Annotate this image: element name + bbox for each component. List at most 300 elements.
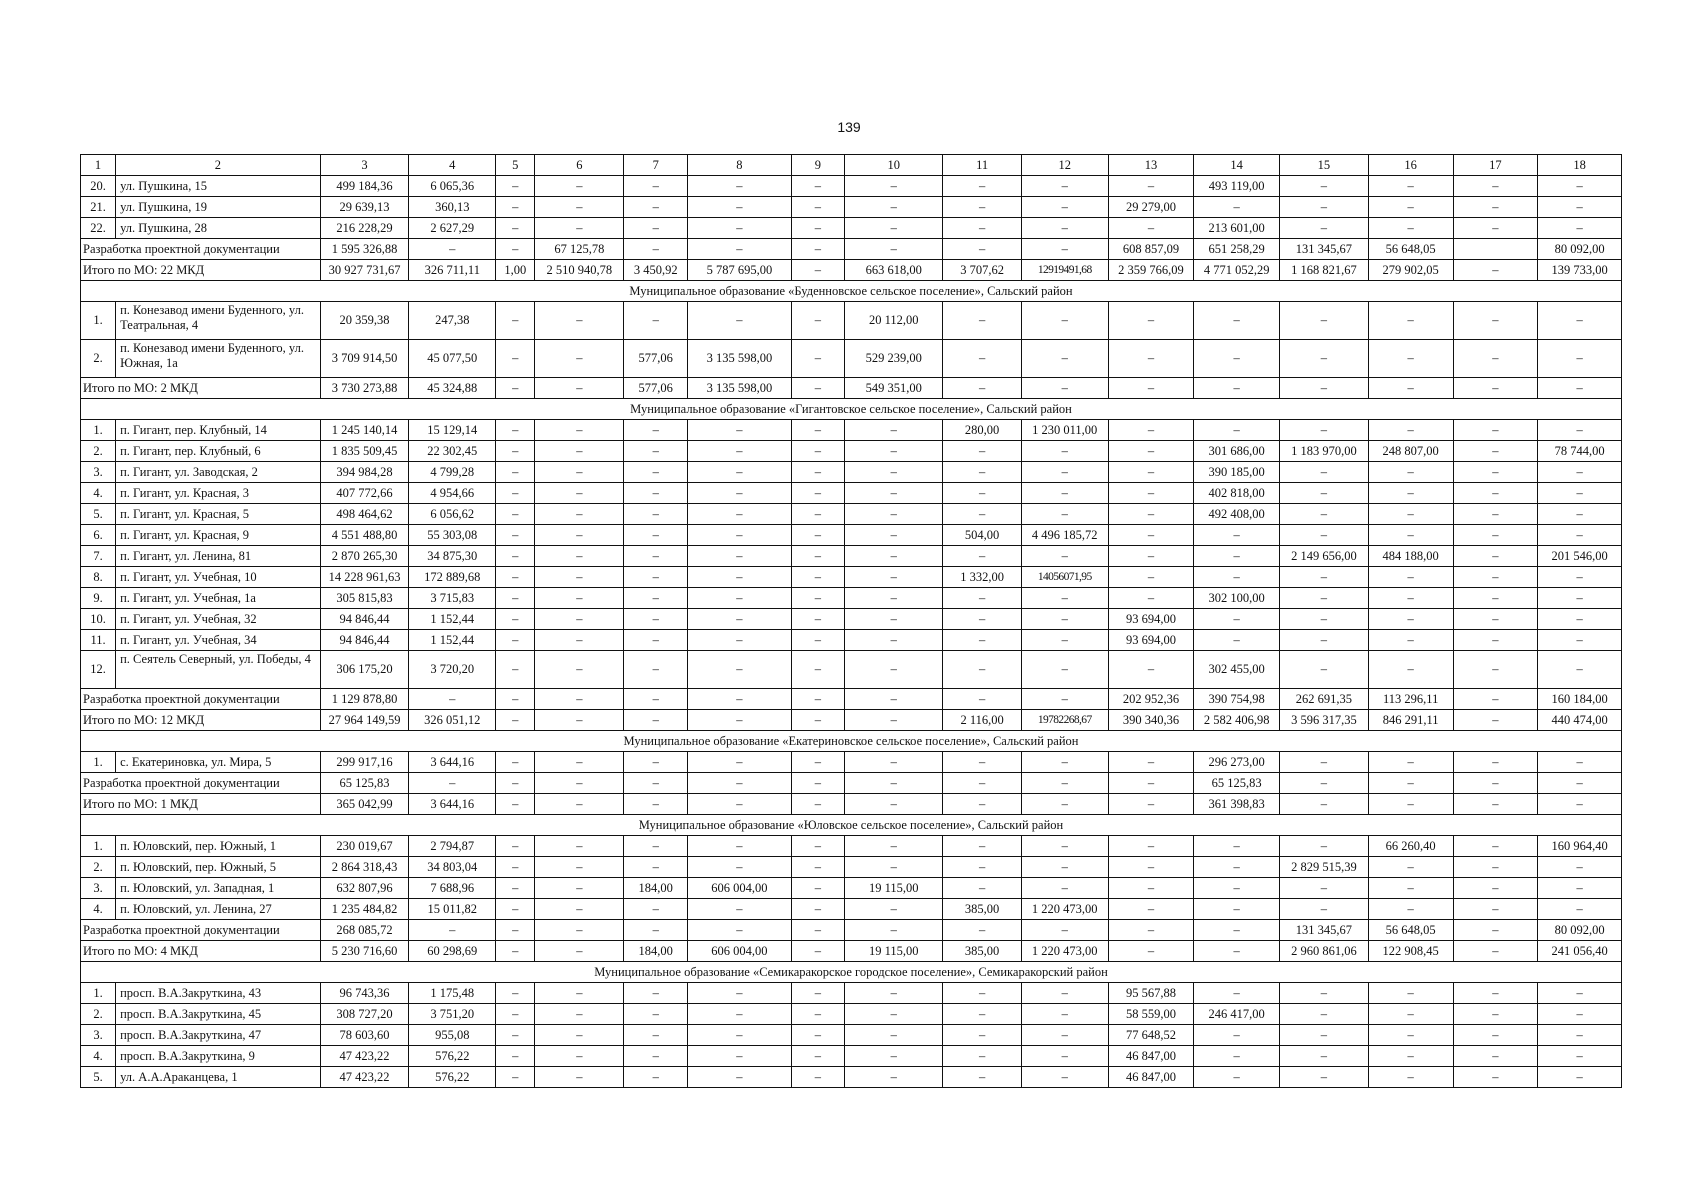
section-header-row	[81, 962, 1622, 983]
table-row	[81, 1067, 1622, 1088]
value-cell: –	[1453, 420, 1538, 441]
table-row	[81, 567, 1622, 588]
value-cell: –	[624, 1067, 688, 1088]
value-cell: –	[1368, 983, 1453, 1004]
table-row	[81, 857, 1622, 878]
value-cell: 246 417,00	[1194, 1004, 1280, 1025]
value-cell: –	[1280, 588, 1369, 609]
value-cell: –	[496, 588, 535, 609]
value-cell: –	[1021, 176, 1108, 197]
value-cell: –	[688, 1025, 791, 1046]
column-number-row	[81, 155, 1622, 176]
value-cell: –	[535, 567, 624, 588]
value-cell: –	[943, 630, 1021, 651]
value-cell: –	[1453, 1067, 1538, 1088]
summary-value: –	[943, 239, 1021, 260]
value-cell: –	[845, 504, 943, 525]
value-cell: –	[1194, 302, 1280, 340]
value-cell: 247,38	[409, 302, 496, 340]
value-cell: –	[496, 302, 535, 340]
summary-value: –	[1453, 794, 1538, 815]
summary-value: 45 324,88	[409, 378, 496, 399]
section-header-row	[81, 281, 1622, 302]
value-cell: 34 803,04	[409, 857, 496, 878]
summary-value: –	[1194, 378, 1280, 399]
value-cell: –	[1368, 588, 1453, 609]
value-cell: –	[1453, 176, 1538, 197]
summary-row	[81, 920, 1622, 941]
summary-value: 577,06	[624, 378, 688, 399]
summary-label: Разработка проектной документации	[81, 689, 321, 710]
value-cell: –	[688, 983, 791, 1004]
value-cell: –	[1538, 588, 1622, 609]
value-cell: –	[1194, 525, 1280, 546]
value-cell: –	[1538, 567, 1622, 588]
value-cell: –	[1538, 420, 1622, 441]
column-header: 11	[943, 155, 1021, 176]
value-cell: 4 799,28	[409, 462, 496, 483]
value-cell: –	[1453, 752, 1538, 773]
value-cell: –	[943, 752, 1021, 773]
column-header: 2	[116, 155, 321, 176]
value-cell: 93 694,00	[1108, 630, 1194, 651]
column-header: 8	[688, 155, 791, 176]
summary-value: –	[496, 239, 535, 260]
value-cell: –	[1280, 651, 1369, 689]
address-cell: с. Екатериновка, ул. Мира, 5	[116, 752, 321, 773]
value-cell: –	[1453, 462, 1538, 483]
value-cell: –	[1280, 1046, 1369, 1067]
value-cell: –	[1453, 630, 1538, 651]
value-cell: –	[845, 609, 943, 630]
value-cell: –	[1108, 504, 1194, 525]
summary-row	[81, 378, 1622, 399]
value-cell: –	[1453, 651, 1538, 689]
value-cell: –	[1280, 1025, 1369, 1046]
value-cell: –	[535, 1025, 624, 1046]
value-cell: 66 260,40	[1368, 836, 1453, 857]
value-cell: –	[1538, 1046, 1622, 1067]
summary-value: 549 351,00	[845, 378, 943, 399]
summary-row	[81, 941, 1622, 962]
summary-value: –	[496, 710, 535, 731]
section-title: Муниципальное образование «Семикаракорское городское поселение», Семикаракорский район	[81, 962, 1622, 983]
value-cell: –	[943, 176, 1021, 197]
summary-value: –	[943, 773, 1021, 794]
value-cell: –	[1368, 567, 1453, 588]
summary-value: 2 510 940,78	[535, 260, 624, 281]
value-cell: 493 119,00	[1194, 176, 1280, 197]
value-cell: –	[1538, 218, 1622, 239]
value-cell: –	[496, 483, 535, 504]
table-row	[81, 176, 1622, 197]
value-cell: –	[1368, 176, 1453, 197]
value-cell: 484 188,00	[1368, 546, 1453, 567]
value-cell: –	[688, 546, 791, 567]
value-cell: 2 149 656,00	[1280, 546, 1369, 567]
value-cell: –	[1453, 302, 1538, 340]
row-number: 5.	[81, 504, 116, 525]
value-cell: 3 751,20	[409, 1004, 496, 1025]
value-cell: –	[1538, 483, 1622, 504]
row-number: 10.	[81, 609, 116, 630]
summary-value: –	[535, 920, 624, 941]
summary-value: 3 596 317,35	[1280, 710, 1369, 731]
value-cell: –	[624, 899, 688, 920]
value-cell: –	[943, 302, 1021, 340]
value-cell: –	[845, 525, 943, 546]
value-cell: –	[688, 176, 791, 197]
summary-row	[81, 239, 1622, 260]
value-cell: –	[1194, 1067, 1280, 1088]
table-row	[81, 420, 1622, 441]
row-number: 1.	[81, 420, 116, 441]
value-cell: –	[1280, 302, 1369, 340]
value-cell: –	[496, 218, 535, 239]
value-cell: –	[1280, 609, 1369, 630]
value-cell: –	[535, 857, 624, 878]
value-cell: –	[624, 441, 688, 462]
section-header-row	[81, 731, 1622, 752]
row-number: 4.	[81, 483, 116, 504]
value-cell: –	[791, 302, 845, 340]
summary-value: 2 116,00	[943, 710, 1021, 731]
summary-value: –	[1280, 378, 1369, 399]
value-cell: –	[1368, 504, 1453, 525]
value-cell: –	[1453, 441, 1538, 462]
value-cell: –	[791, 462, 845, 483]
value-cell: –	[943, 857, 1021, 878]
value-cell: –	[688, 857, 791, 878]
value-cell: –	[496, 983, 535, 1004]
value-cell: –	[791, 878, 845, 899]
value-cell: –	[1194, 899, 1280, 920]
value-cell: –	[624, 546, 688, 567]
value-cell: –	[1021, 483, 1108, 504]
summary-value: –	[409, 773, 496, 794]
value-cell: –	[1538, 752, 1622, 773]
value-cell: –	[943, 197, 1021, 218]
section-title: Муниципальное образование «Гигантовское сельское поселение», Сальский район	[81, 399, 1622, 420]
value-cell: 955,08	[409, 1025, 496, 1046]
summary-value: –	[409, 239, 496, 260]
value-cell: 55 303,08	[409, 525, 496, 546]
value-cell: –	[1280, 176, 1369, 197]
summary-value: 122 908,45	[1368, 941, 1453, 962]
summary-value: –	[943, 378, 1021, 399]
value-cell: –	[535, 588, 624, 609]
address-cell: п. Гигант, ул. Красная, 3	[116, 483, 321, 504]
column-header: 4	[409, 155, 496, 176]
row-number: 3.	[81, 878, 116, 899]
value-cell: –	[1538, 609, 1622, 630]
summary-value: –	[1280, 773, 1369, 794]
summary-row	[81, 710, 1622, 731]
value-cell: –	[1280, 983, 1369, 1004]
summary-value: 80 092,00	[1538, 239, 1622, 260]
value-cell: –	[1368, 462, 1453, 483]
value-cell: –	[791, 609, 845, 630]
value-cell: –	[1194, 197, 1280, 218]
value-cell: –	[1108, 525, 1194, 546]
value-cell: 19 115,00	[845, 878, 943, 899]
summary-value: –	[1453, 378, 1538, 399]
summary-value: 3 707,62	[943, 260, 1021, 281]
value-cell: –	[1021, 857, 1108, 878]
summary-value: 1 220 473,00	[1021, 941, 1108, 962]
value-cell: –	[791, 525, 845, 546]
summary-value: 241 056,40	[1538, 941, 1622, 962]
row-number: 1.	[81, 983, 116, 1004]
table-row	[81, 588, 1622, 609]
value-cell: –	[1021, 878, 1108, 899]
value-cell: 172 889,68	[409, 567, 496, 588]
row-number: 4.	[81, 899, 116, 920]
value-cell: 95 567,88	[1108, 983, 1194, 1004]
value-cell: –	[845, 176, 943, 197]
summary-value: 1 595 326,88	[320, 239, 409, 260]
value-cell: –	[943, 546, 1021, 567]
value-cell: –	[943, 1067, 1021, 1088]
value-cell: 1 175,48	[409, 983, 496, 1004]
value-cell: –	[943, 1025, 1021, 1046]
summary-value: 65 125,83	[1194, 773, 1280, 794]
address-cell: ул. А.А.Араканцева, 1	[116, 1067, 321, 1088]
summary-value	[1453, 239, 1538, 260]
value-cell: –	[496, 609, 535, 630]
value-cell: –	[1108, 441, 1194, 462]
summary-value: 663 618,00	[845, 260, 943, 281]
value-cell: –	[1453, 504, 1538, 525]
value-cell: –	[1194, 420, 1280, 441]
value-cell: –	[688, 302, 791, 340]
value-cell: –	[496, 441, 535, 462]
value-cell: –	[1368, 878, 1453, 899]
summary-value: –	[1453, 773, 1538, 794]
value-cell: –	[1538, 525, 1622, 546]
value-cell: 577,06	[624, 340, 688, 378]
summary-value: –	[791, 794, 845, 815]
value-cell: –	[535, 546, 624, 567]
row-number: 3.	[81, 1025, 116, 1046]
table-body	[81, 176, 1622, 1088]
summary-value: –	[624, 794, 688, 815]
value-cell: –	[1368, 1046, 1453, 1067]
row-number: 7.	[81, 546, 116, 567]
summary-value: –	[1021, 920, 1108, 941]
summary-value: –	[688, 773, 791, 794]
summary-value: 606 004,00	[688, 941, 791, 962]
value-cell: –	[1453, 483, 1538, 504]
summary-value: –	[845, 239, 943, 260]
value-cell: 4 551 488,80	[320, 525, 409, 546]
row-number: 8.	[81, 567, 116, 588]
address-cell: п. Конезавод имени Буденного, ул. Южная, 1а	[116, 340, 321, 378]
address-cell: просп. В.А.Закруткина, 43	[116, 983, 321, 1004]
value-cell: –	[688, 420, 791, 441]
table-row	[81, 836, 1622, 857]
value-cell: –	[624, 836, 688, 857]
value-cell: –	[1538, 504, 1622, 525]
summary-value: –	[624, 773, 688, 794]
summary-value: –	[624, 710, 688, 731]
value-cell: –	[1368, 218, 1453, 239]
table-row	[81, 651, 1622, 689]
value-cell: 576,22	[409, 1046, 496, 1067]
summary-value: –	[1538, 378, 1622, 399]
value-cell: –	[791, 1046, 845, 1067]
summary-value: 5 230 716,60	[320, 941, 409, 962]
value-cell: 46 847,00	[1108, 1046, 1194, 1067]
value-cell: –	[535, 836, 624, 857]
value-cell: –	[1453, 218, 1538, 239]
column-header: 5	[496, 155, 535, 176]
summary-value: –	[1108, 920, 1194, 941]
summary-value: 65 125,83	[320, 773, 409, 794]
value-cell: –	[1538, 857, 1622, 878]
summary-value: 131 345,67	[1280, 239, 1369, 260]
summary-value: 3 135 598,00	[688, 378, 791, 399]
value-cell: –	[1453, 857, 1538, 878]
value-cell: –	[1280, 1067, 1369, 1088]
table-row	[81, 983, 1622, 1004]
value-cell: 96 743,36	[320, 983, 409, 1004]
value-cell: –	[791, 983, 845, 1004]
value-cell: –	[1368, 1004, 1453, 1025]
address-cell: п. Юловский, ул. Ленина, 27	[116, 899, 321, 920]
value-cell: –	[791, 630, 845, 651]
value-cell: –	[845, 546, 943, 567]
address-cell: п. Юловский, пер. Южный, 5	[116, 857, 321, 878]
value-cell: 201 546,00	[1538, 546, 1622, 567]
value-cell: –	[496, 1046, 535, 1067]
value-cell: –	[688, 899, 791, 920]
value-cell: –	[1453, 609, 1538, 630]
value-cell: –	[1194, 567, 1280, 588]
value-cell: –	[845, 420, 943, 441]
table-row	[81, 218, 1622, 239]
value-cell: –	[1021, 1025, 1108, 1046]
page-number: 139	[837, 119, 861, 135]
value-cell: –	[496, 899, 535, 920]
value-cell: –	[688, 218, 791, 239]
value-cell: –	[1194, 836, 1280, 857]
value-cell: –	[624, 483, 688, 504]
value-cell: –	[845, 836, 943, 857]
value-cell: –	[1021, 836, 1108, 857]
address-cell: п. Гигант, ул. Красная, 9	[116, 525, 321, 546]
value-cell: –	[845, 1067, 943, 1088]
value-cell: –	[496, 651, 535, 689]
column-header: 10	[845, 155, 943, 176]
address-cell: п. Гигант, ул. Учебная, 1а	[116, 588, 321, 609]
value-cell: –	[1108, 340, 1194, 378]
address-cell: п. Гигант, ул. Заводская, 2	[116, 462, 321, 483]
value-cell: 280,00	[943, 420, 1021, 441]
summary-value: –	[791, 260, 845, 281]
row-number: 11.	[81, 630, 116, 651]
table-row	[81, 504, 1622, 525]
value-cell: –	[688, 1004, 791, 1025]
value-cell: 160 964,40	[1538, 836, 1622, 857]
summary-value: 2 960 861,06	[1280, 941, 1369, 962]
value-cell: –	[1021, 588, 1108, 609]
value-cell: –	[496, 630, 535, 651]
summary-value: –	[791, 239, 845, 260]
value-cell: –	[535, 504, 624, 525]
value-cell: –	[1108, 567, 1194, 588]
column-header: 9	[791, 155, 845, 176]
value-cell: 402 818,00	[1194, 483, 1280, 504]
summary-value: 361 398,83	[1194, 794, 1280, 815]
row-number: 20.	[81, 176, 116, 197]
summary-value: –	[535, 710, 624, 731]
value-cell: –	[535, 420, 624, 441]
value-cell: 77 648,52	[1108, 1025, 1194, 1046]
summary-row	[81, 260, 1622, 281]
value-cell: 3 720,20	[409, 651, 496, 689]
value-cell: –	[1538, 878, 1622, 899]
row-number: 1.	[81, 836, 116, 857]
value-cell: –	[1538, 302, 1622, 340]
value-cell: –	[1280, 483, 1369, 504]
value-cell: –	[688, 197, 791, 218]
value-cell: 632 807,96	[320, 878, 409, 899]
value-cell: –	[624, 752, 688, 773]
summary-value: –	[496, 689, 535, 710]
summary-value: –	[1108, 773, 1194, 794]
value-cell: –	[943, 504, 1021, 525]
value-cell: –	[624, 504, 688, 525]
value-cell: –	[496, 176, 535, 197]
value-cell: –	[791, 588, 845, 609]
value-cell: –	[1021, 630, 1108, 651]
summary-value: –	[496, 920, 535, 941]
column-header: 13	[1108, 155, 1194, 176]
value-cell: –	[791, 567, 845, 588]
value-cell: –	[1453, 1004, 1538, 1025]
value-cell: –	[1368, 651, 1453, 689]
value-cell: 184,00	[624, 878, 688, 899]
table-row	[81, 197, 1622, 218]
value-cell: –	[624, 1025, 688, 1046]
summary-value: 2 582 406,98	[1194, 710, 1280, 731]
value-cell: –	[791, 899, 845, 920]
value-cell: –	[1538, 983, 1622, 1004]
summary-value: –	[1280, 794, 1369, 815]
value-cell: 492 408,00	[1194, 504, 1280, 525]
summary-value: 1 129 878,80	[320, 689, 409, 710]
summary-value: –	[1194, 941, 1280, 962]
value-cell: –	[535, 197, 624, 218]
value-cell: –	[1021, 1067, 1108, 1088]
value-cell: –	[791, 218, 845, 239]
value-cell: –	[535, 899, 624, 920]
value-cell: –	[496, 1025, 535, 1046]
value-cell: –	[688, 462, 791, 483]
summary-value: –	[845, 794, 943, 815]
value-cell: –	[1368, 609, 1453, 630]
value-cell: –	[535, 462, 624, 483]
value-cell: 1 152,44	[409, 630, 496, 651]
value-cell: 394 984,28	[320, 462, 409, 483]
value-cell: –	[1453, 878, 1538, 899]
value-cell: –	[624, 1046, 688, 1067]
value-cell: 14056071,95	[1021, 567, 1108, 588]
value-cell: –	[845, 857, 943, 878]
value-cell: –	[496, 525, 535, 546]
address-cell: п. Гигант, ул. Красная, 5	[116, 504, 321, 525]
